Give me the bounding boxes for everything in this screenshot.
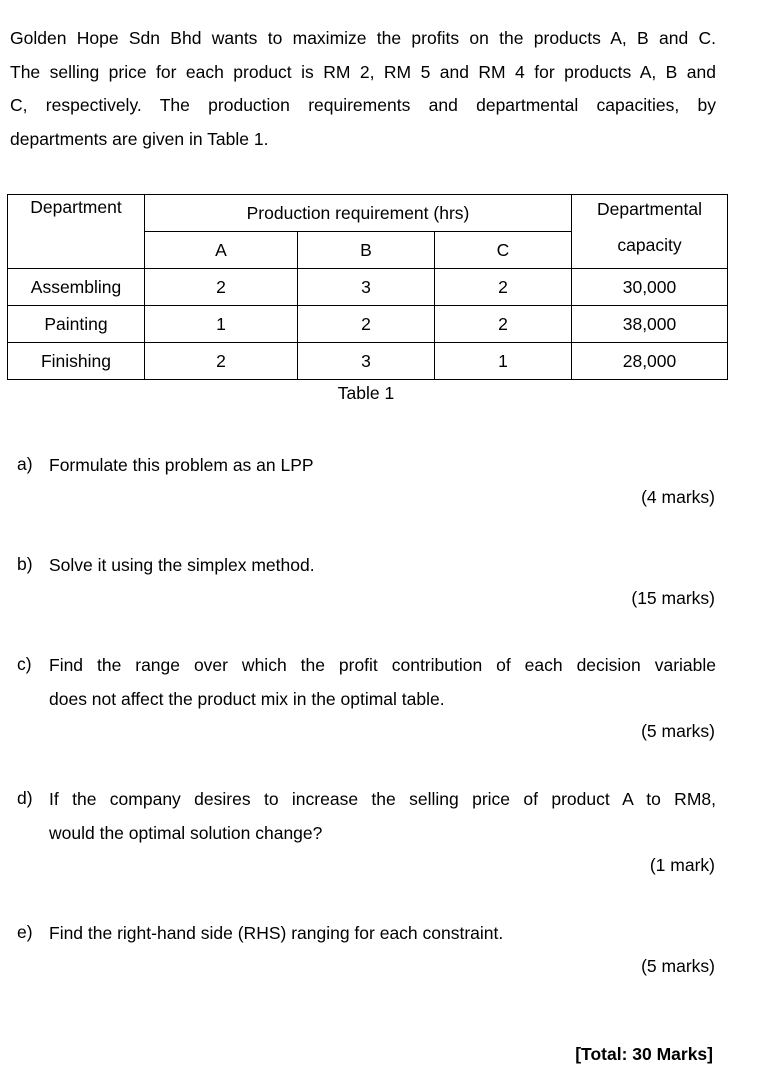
cell-b: 3 <box>298 343 435 380</box>
cell-department: Assembling <box>8 269 145 306</box>
cell-a: 1 <box>145 306 298 343</box>
cell-capacity: 38,000 <box>572 306 728 343</box>
cell-b: 2 <box>298 306 435 343</box>
cell-c: 1 <box>435 343 572 380</box>
question-label: b) <box>17 554 33 574</box>
question-line: would the optimal solution change? <box>49 823 323 843</box>
total-marks: [Total: 30 Marks] <box>575 1044 713 1064</box>
question-line: Formulate this problem as an LPP <box>49 455 314 475</box>
cell-b: 3 <box>298 269 435 306</box>
intro-paragraph <box>10 22 716 156</box>
cell-department: Finishing <box>8 343 145 380</box>
cell-c: 2 <box>435 306 572 343</box>
question-line: Find the right-hand side (RHS) ranging for each constraint. <box>49 923 504 943</box>
question-line: Solve it using the simplex method. <box>49 555 315 575</box>
question-text <box>49 554 716 576</box>
question-e <box>17 922 716 944</box>
cell-c: 2 <box>435 269 572 306</box>
question-line: Find the range over which the profit contribution of each decision variable <box>49 655 716 675</box>
header-product-a: A <box>145 232 298 269</box>
marks-e: (5 marks) <box>641 956 715 976</box>
question-d <box>17 788 716 844</box>
question-b <box>17 554 716 576</box>
marks-b: (15 marks) <box>631 588 715 608</box>
question-text <box>49 454 716 476</box>
cell-department: Painting <box>8 306 145 343</box>
header-capacity-line2: capacity <box>617 235 682 255</box>
table-header-row <box>8 195 728 232</box>
marks-a: (4 marks) <box>641 487 715 507</box>
question-text <box>49 922 716 944</box>
intro-line: departments are given in Table 1. <box>10 128 269 149</box>
intro-line: C, respectively. The production requirements and departmental capacities, by <box>10 95 716 115</box>
table-row <box>8 269 728 306</box>
table-row <box>8 343 728 380</box>
question-label: e) <box>17 922 33 942</box>
table-row <box>8 306 728 343</box>
header-product-b: B <box>298 232 435 269</box>
question-label: a) <box>17 454 33 474</box>
intro-line: The selling price for each product is RM 2, RM 5 and RM 4 for products A, B and <box>10 61 716 82</box>
table-caption: Table 1 <box>337 383 395 403</box>
header-production-requirement: Production requirement (hrs) <box>145 195 572 232</box>
cell-a: 2 <box>145 269 298 306</box>
question-label: c) <box>17 654 32 674</box>
cell-a: 2 <box>145 343 298 380</box>
question-line: If the company desires to increase the selling price of product A to RM8, <box>49 789 716 809</box>
header-product-c: C <box>435 232 572 269</box>
marks-d: (1 mark) <box>649 855 715 875</box>
marks-c: (5 marks) <box>641 721 715 741</box>
question-text <box>49 654 716 710</box>
question-c <box>17 654 716 710</box>
header-departmental-capacity <box>572 195 728 269</box>
production-table <box>7 194 728 380</box>
cell-capacity: 30,000 <box>572 269 728 306</box>
header-capacity-line1: Departmental <box>596 199 703 219</box>
question-a <box>17 454 716 476</box>
question-label: d) <box>17 788 33 808</box>
question-text <box>49 788 716 844</box>
intro-line: Golden Hope Sdn Bhd wants to maximize the profits on the products A, B and C. <box>10 28 716 48</box>
header-department: Department <box>8 195 145 269</box>
question-line: does not affect the product mix in the optimal table. <box>49 689 445 709</box>
cell-capacity: 28,000 <box>572 343 728 380</box>
